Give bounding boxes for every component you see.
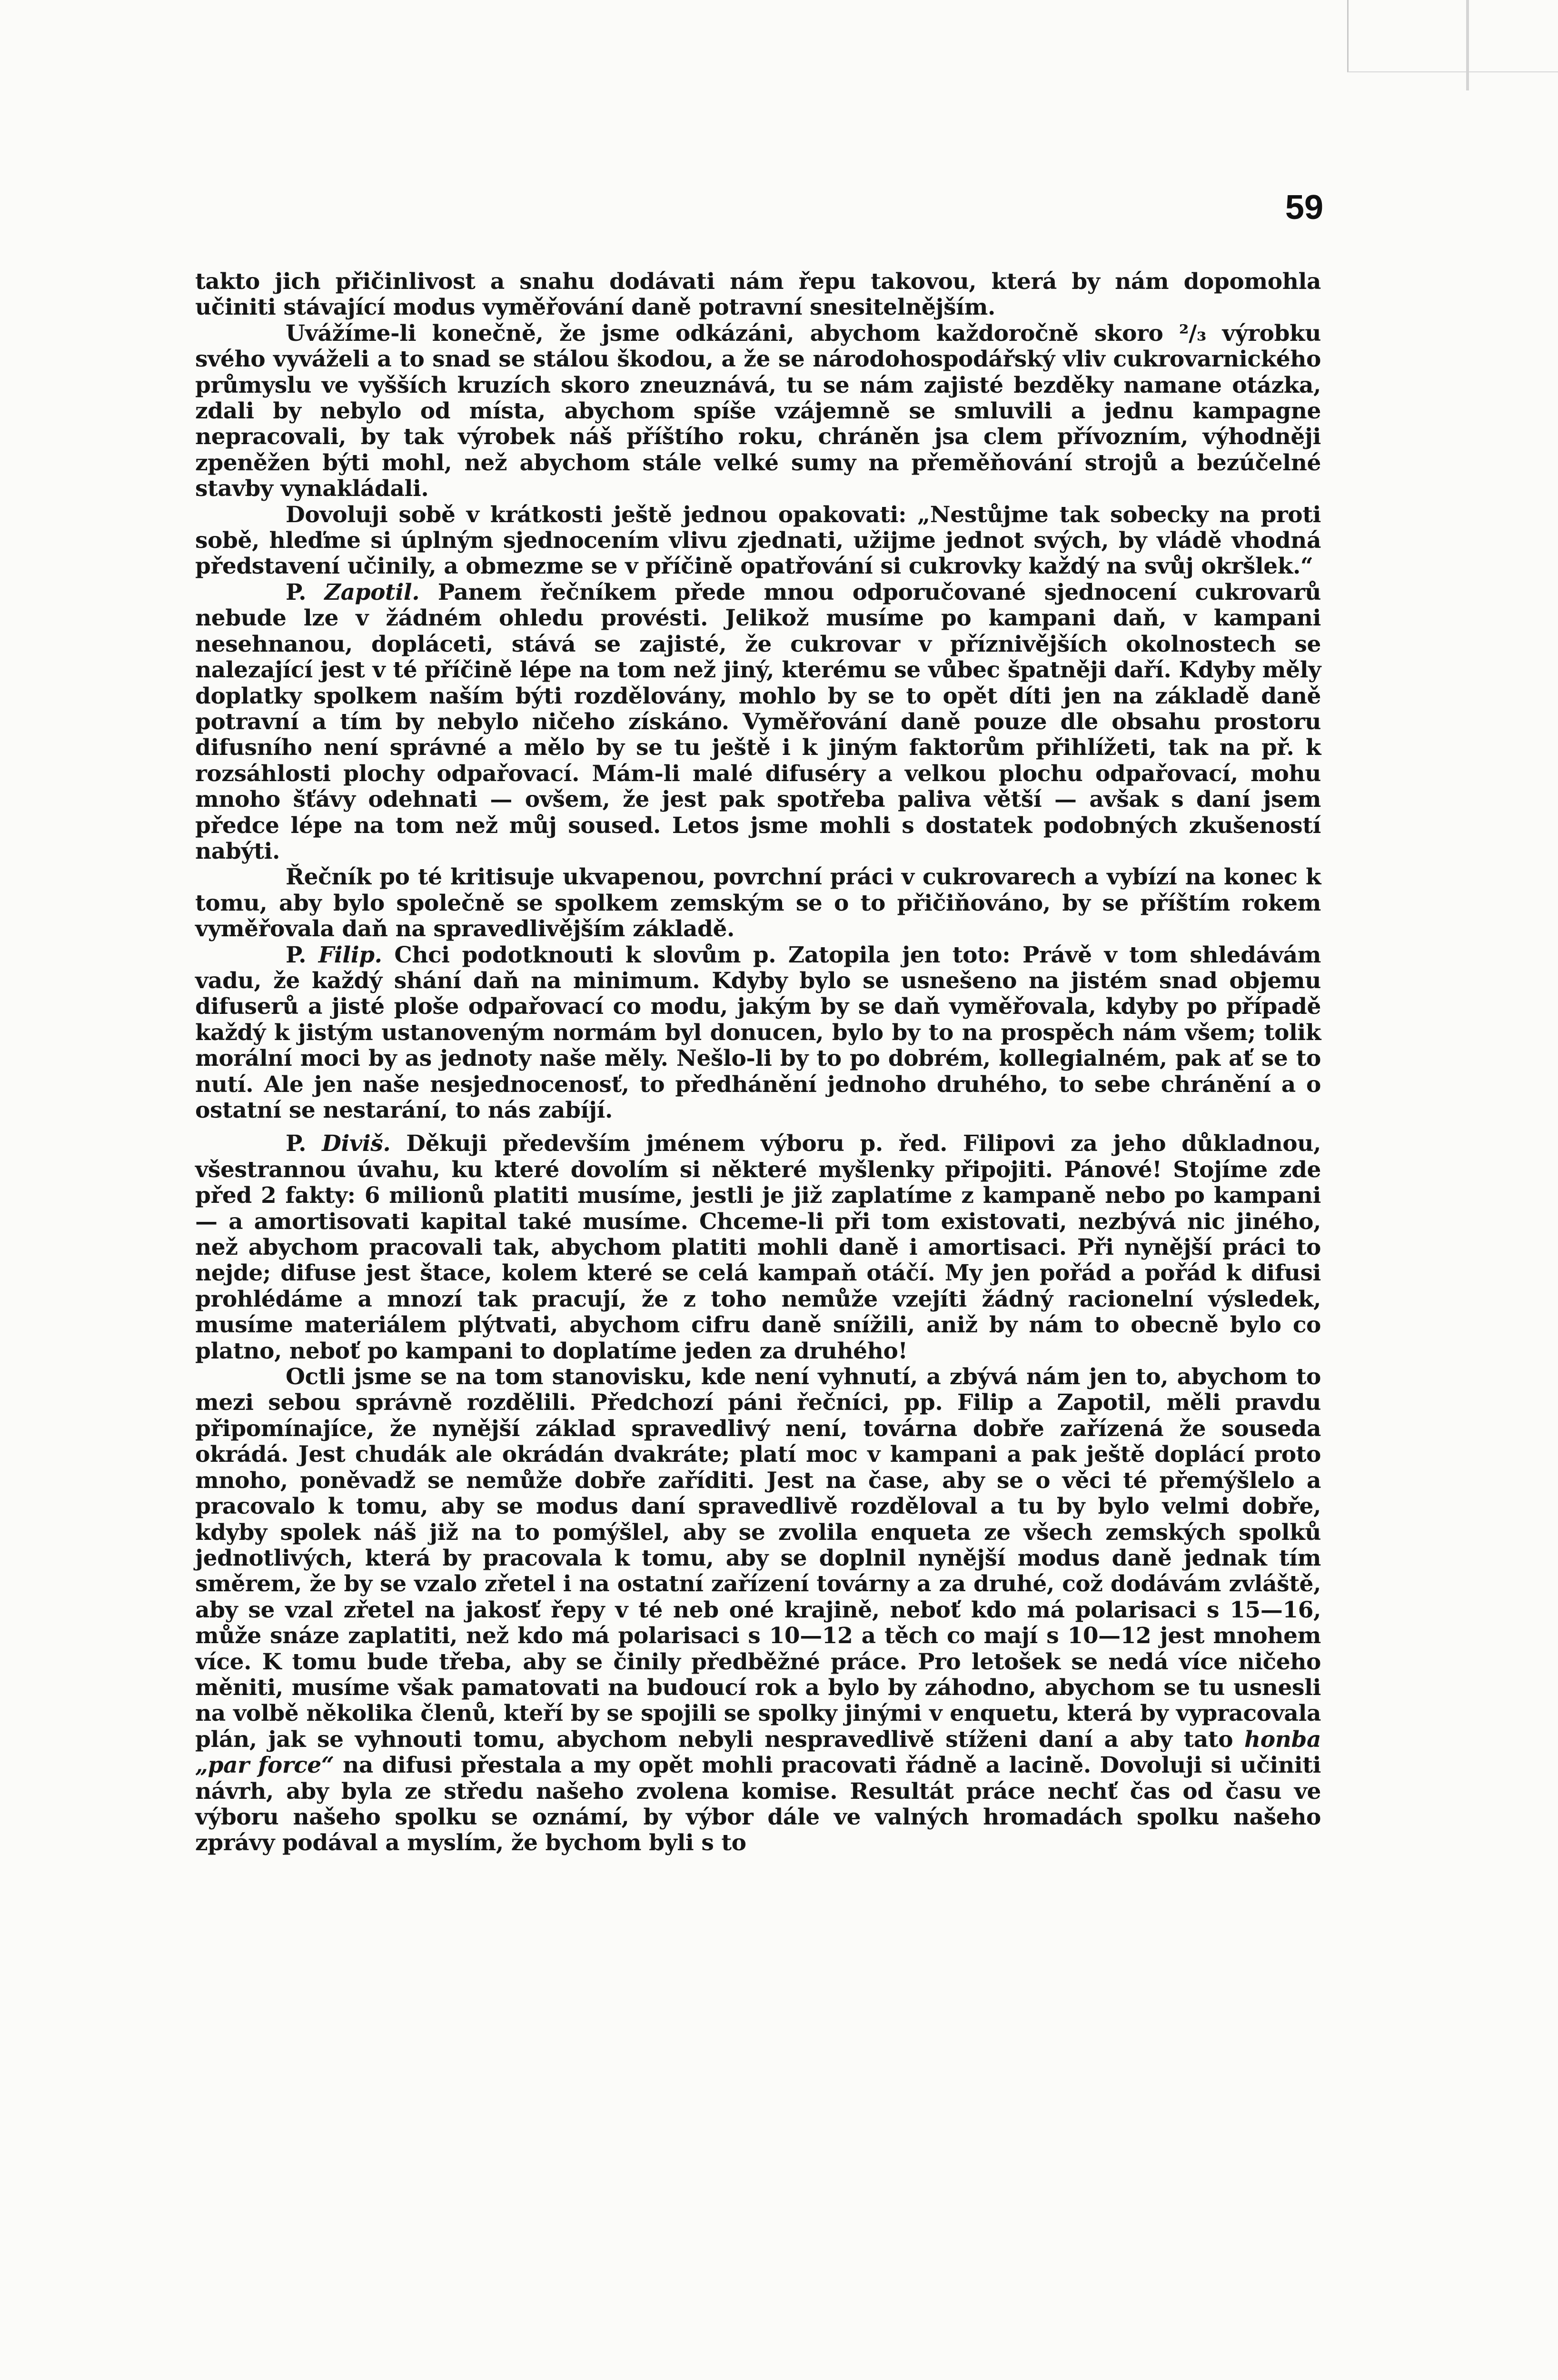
paragraph-text: Panem řečníkem přede mnou odporučované sjednocení cukrovarů nebude lze v žádném ohledu provésti. Jelikož musíme po kampani daň, v kampani nesehnanou, dopláceti, stává se zajisté, že cukrovar v příznivějších okolnostech se nalezající jest v té příčině lépe na tom než jiný, kterému se vůbec špatněji daří. Kdyby měly doplatky spolkem naším býti rozdělovány, mohlo by se to opět díti jen na základě daně potravní a tím by nebylo ničeho získáno. Vyměřování daně pouze dle obsahu prostoru difusního není správné a mělo by se tu ještě i k jiným faktorům přihlížeti, tak na př. k rozsáhlosti plochy odpařovací. Mám-li malé difuséry a velkou plochu odpařovací, mohu mnoho šťávy odehnati — ovšem, že jest pak spotřeba paliva větší — avšak s daní jsem předce lépe na tom než můj soused. Letos jsme mohli s dostatek podobných zkušeností nabýti. <box>195 579 1321 864</box>
speaker-name: Diviš. <box>322 1130 391 1157</box>
paragraph <box>195 502 1321 580</box>
page-number: 59 <box>1285 188 1323 227</box>
paragraph-text: Dovoluji sobě v krátkosti ještě jednou opakovati: „Nestůjme tak sobecky na proti sobě, hleďme si úplným sjednocením vlivu zjednati, užijme jednot svých, by vládě vhodná představení učinily, a obmezme se v příčině opatřování si cukrovky každý na svůj okršlek.“ <box>195 501 1321 580</box>
paragraph <box>195 321 1321 502</box>
paragraph-text: P. <box>286 1130 322 1157</box>
paragraph-text: Děkuji především jménem výboru p. řed. Filipovi za jeho důkladnou, všestrannou úvahu, ku které dovolím si některé myšlenky připojiti. Pánové! Stojíme zde před 2 fakty: 6 milionů platiti musíme, jestli je již zaplatíme z kampaně nebo po kampani — a amortisovati kapital také musíme. Chceme-li při tom existovati, nezbývá nic jiného, než abychom pracovali tak, abychom platiti mohli daně i amortisaci. Při nynější práci to nejde; difuse jest štace, kolem které se celá kampaň otáčí. My jen pořád a pořád k difusi prohlédáme a mnozí tak pracují, že z toho nemůže vzejíti žádný racionelní výsledek, musíme materiálem plýtvati, abychom cifru daně snížili, aniž by nám to obecně bylo co platno, neboť po kampani to doplatíme jeden za druhého! <box>195 1130 1321 1364</box>
paragraph-gap <box>195 1123 1321 1131</box>
paragraph <box>195 269 1321 321</box>
speaker-name: honba „par force“ <box>195 1726 1321 1779</box>
paragraph-text: Uvážíme-li konečně, že jsme odkázáni, abychom každoročně skoro ²/₃ výrobku svého vyváželi a to snad se stálou škodou, a že se národohospodářský vliv cukrovarnického průmyslu ve vyšších kruzích skoro zneuznává, tu se nám zajisté bezděky namane otázka, zdali by nebylo od místa, abychom spíše vzájemně se smluvili a jednu kampagne nepracovali, by tak výrobek náš příštího roku, chráněn jsa clem přívozním, výhodněji zpeněžen býti mohl, než abychom stále velké sumy na přeměňování strojů a bezúčelné stavby vynakládali. <box>195 320 1321 502</box>
speaker-name: Filip. <box>318 942 382 968</box>
paragraph-text: P. <box>286 942 318 968</box>
paragraph <box>195 942 1321 1124</box>
paragraph <box>195 1131 1321 1364</box>
body-text <box>195 269 1321 1856</box>
paragraph-text: P. <box>286 579 325 605</box>
scan-edge <box>1347 0 1558 72</box>
paragraph-text: na difusi přestala a my opět mohli pracovati řádně a lacině. Dovoluji si učiniti návrh, aby byla ze středu našeho zvolena komise. Resultát práce nechť čas od času ve výboru našeho spolku se oznámí, by výbor dále ve valných hromadách spolku našeho zprávy podával a myslím, že bychom byli s to <box>195 1752 1321 1856</box>
paragraph <box>195 864 1321 942</box>
speaker-name: Zapotil. <box>324 579 420 605</box>
paragraph-text: Chci podotknouti k slovům p. Zatopila jen toto: Právě v tom shledávám vadu, že každý shání daň na minimum. Kdyby bylo se usnešeno na jistém snad objemu difuserů a jisté ploše odpařovací co modu, jakým by se daň vyměřovala, kdyby po případě každý k jistým ustanoveným normám byl donucen, bylo by to na prospěch nám všem; tolik morální moci by as jednoty naše měly. Nešlo-li by to po dobrém, kollegialném, pak ať se to nutí. Ale jen naše nesjednocenosť, to předhánění jednoho druhého, to sebe chránění a o ostatní se nestarání, to nás zabíjí. <box>195 942 1321 1123</box>
paragraph <box>195 1364 1321 1856</box>
paragraph-text: Octli jsme se na tom stanovisku, kde není vyhnutí, a zbývá nám jen to, abychom to mezi sebou správně rozdělili. Předchozí páni řečníci, pp. Filip a Zapotil, měli pravdu připomínajíce, že nynější základ spravedlivý není, továrna dobře zařízená že souseda okrádá. Jest chudák ale okrádán dvakráte; platí moc v kampani a pak ještě doplácí proto mnoho, poněvadž se nemůže dobře zaříditi. Jest na čase, aby se o věci té přemýšlelo a pracovalo k tomu, aby se modus daní spravedlivě rozděloval a tu by bylo velmi dobře, kdyby spolek náš již na to pomýšlel, aby se zvolila enqueta ze všech zemských spolků jednotlivých, která by pracovala k tomu, aby se doplnil nynější modus daně jednak tím směrem, že by se vzalo zřetel i na ostatní zařízení továrny a za druhé, což dodávám zvláště, aby se vzal zřetel na jakosť řepy v té neb oné krajině, neboť kdo má polarisaci s 15—16, může snáze zaplatiti, než kdo má polarisaci s 10—12 a těch co mají s 10—12 jest mnohem více. K tomu bude třeba, aby se činily předběžné práce. Pro letošek se nedá více ničeho měniti, musíme však pamatovati na budoucí rok a bylo by záhodno, abychom se tu usnesli na volbě několika členů, kteří by se spojili se spolky jinými v enquetu, která by vypracovala plán, jak se vyhnouti tomu, abychom nebyli nespravedlivě stíženi daní a aby tato <box>195 1364 1321 1753</box>
paragraph <box>195 580 1321 864</box>
paragraph-text: Řečník po té kritisuje ukvapenou, povrchní práci v cukrovarech a vybízí na konec k tomu, aby bylo společně se spolkem zemským se o to přičiňováno, by se příštím rokem vyměřovala daň na spravedlivějším základě. <box>195 864 1321 942</box>
paragraph-text: takto jich přičinlivost a snahu dodávati nám řepu takovou, která by nám dopomohla učiniti stávající modus vyměřování daně potravní snesitelnějším. <box>195 268 1321 321</box>
scan-edge-shadow <box>1466 0 1469 90</box>
